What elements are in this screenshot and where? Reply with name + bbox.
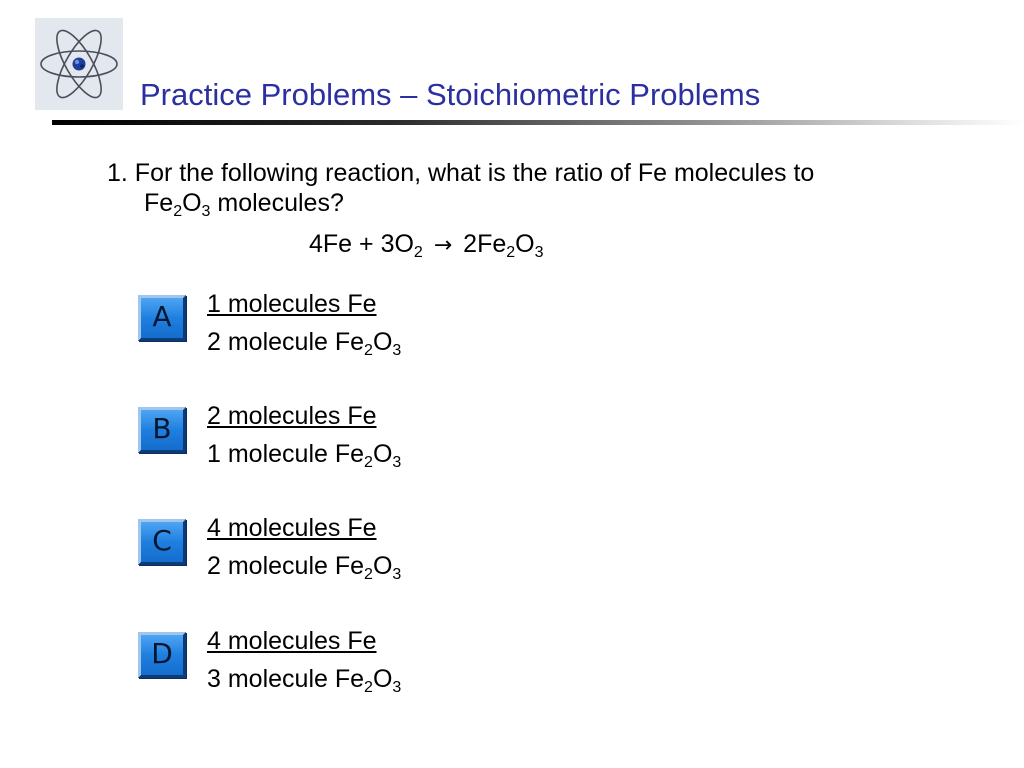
option-sub: 3 <box>392 566 402 583</box>
question-formula-fe: Fe <box>144 189 174 217</box>
page-title: Practice Problems – Stoichiometric Problems <box>140 77 761 112</box>
option-d-denominator <box>207 660 401 698</box>
option-b-button[interactable]: B <box>138 407 186 453</box>
option-a[interactable] <box>138 285 738 375</box>
option-sub: 2 <box>364 342 373 359</box>
question-text <box>107 158 814 218</box>
equation-product: 2Fe <box>456 230 507 258</box>
question-formula-o: O <box>182 189 202 217</box>
option-sub: 2 <box>364 454 373 471</box>
equation-sub: 2 <box>506 244 516 261</box>
option-denominator-text: 2 molecule Fe <box>207 328 365 356</box>
option-d-button[interactable]: D <box>138 632 186 678</box>
option-sub: 3 <box>392 679 402 696</box>
question-line-2 <box>107 188 814 218</box>
option-formula-o: O <box>372 665 393 693</box>
option-denominator-text: 2 molecule Fe <box>207 552 365 580</box>
option-b-text <box>207 397 401 473</box>
option-sub: 3 <box>392 454 402 471</box>
option-b-denominator <box>207 435 401 473</box>
title-divider <box>52 120 1024 125</box>
option-formula-o: O <box>372 552 393 580</box>
option-b[interactable] <box>138 397 738 487</box>
option-c-numerator: 4 molecules Fe <box>207 514 377 542</box>
option-formula-o: O <box>372 328 393 356</box>
option-denominator-text: 3 molecule Fe <box>207 665 365 693</box>
option-b-numerator: 2 molecules Fe <box>207 402 377 430</box>
option-d-text <box>207 622 401 698</box>
option-c-denominator <box>207 547 401 585</box>
equation-sub: 3 <box>534 244 544 261</box>
option-c[interactable] <box>138 509 738 599</box>
option-c-button[interactable]: C <box>138 519 186 565</box>
atom-icon <box>35 18 123 110</box>
option-a-text <box>207 285 401 361</box>
option-a-button[interactable]: A <box>138 295 186 341</box>
equation-reactants: 4Fe + 3O <box>309 230 414 258</box>
option-d[interactable] <box>138 622 738 712</box>
option-sub: 3 <box>392 342 402 359</box>
option-denominator-text: 1 molecule Fe <box>207 440 365 468</box>
question-line-1: 1. For the following reaction, what is the ratio of Fe molecules to <box>107 159 815 187</box>
equation-sub: 2 <box>413 244 423 261</box>
option-sub: 2 <box>364 566 373 583</box>
question-formula-sub: 3 <box>201 203 211 220</box>
reaction-equation <box>309 229 544 261</box>
question-formula-sub: 2 <box>173 203 183 220</box>
arrow-right-icon: → <box>433 233 453 258</box>
option-formula-o: O <box>372 440 393 468</box>
question-line-2-suffix: molecules? <box>210 189 344 217</box>
option-c-text <box>207 509 401 585</box>
option-sub: 2 <box>364 679 373 696</box>
option-a-denominator <box>207 323 401 361</box>
option-d-numerator: 4 molecules Fe <box>207 627 377 655</box>
option-a-numerator: 1 molecules Fe <box>207 290 377 318</box>
equation-product-o: O <box>515 230 535 258</box>
